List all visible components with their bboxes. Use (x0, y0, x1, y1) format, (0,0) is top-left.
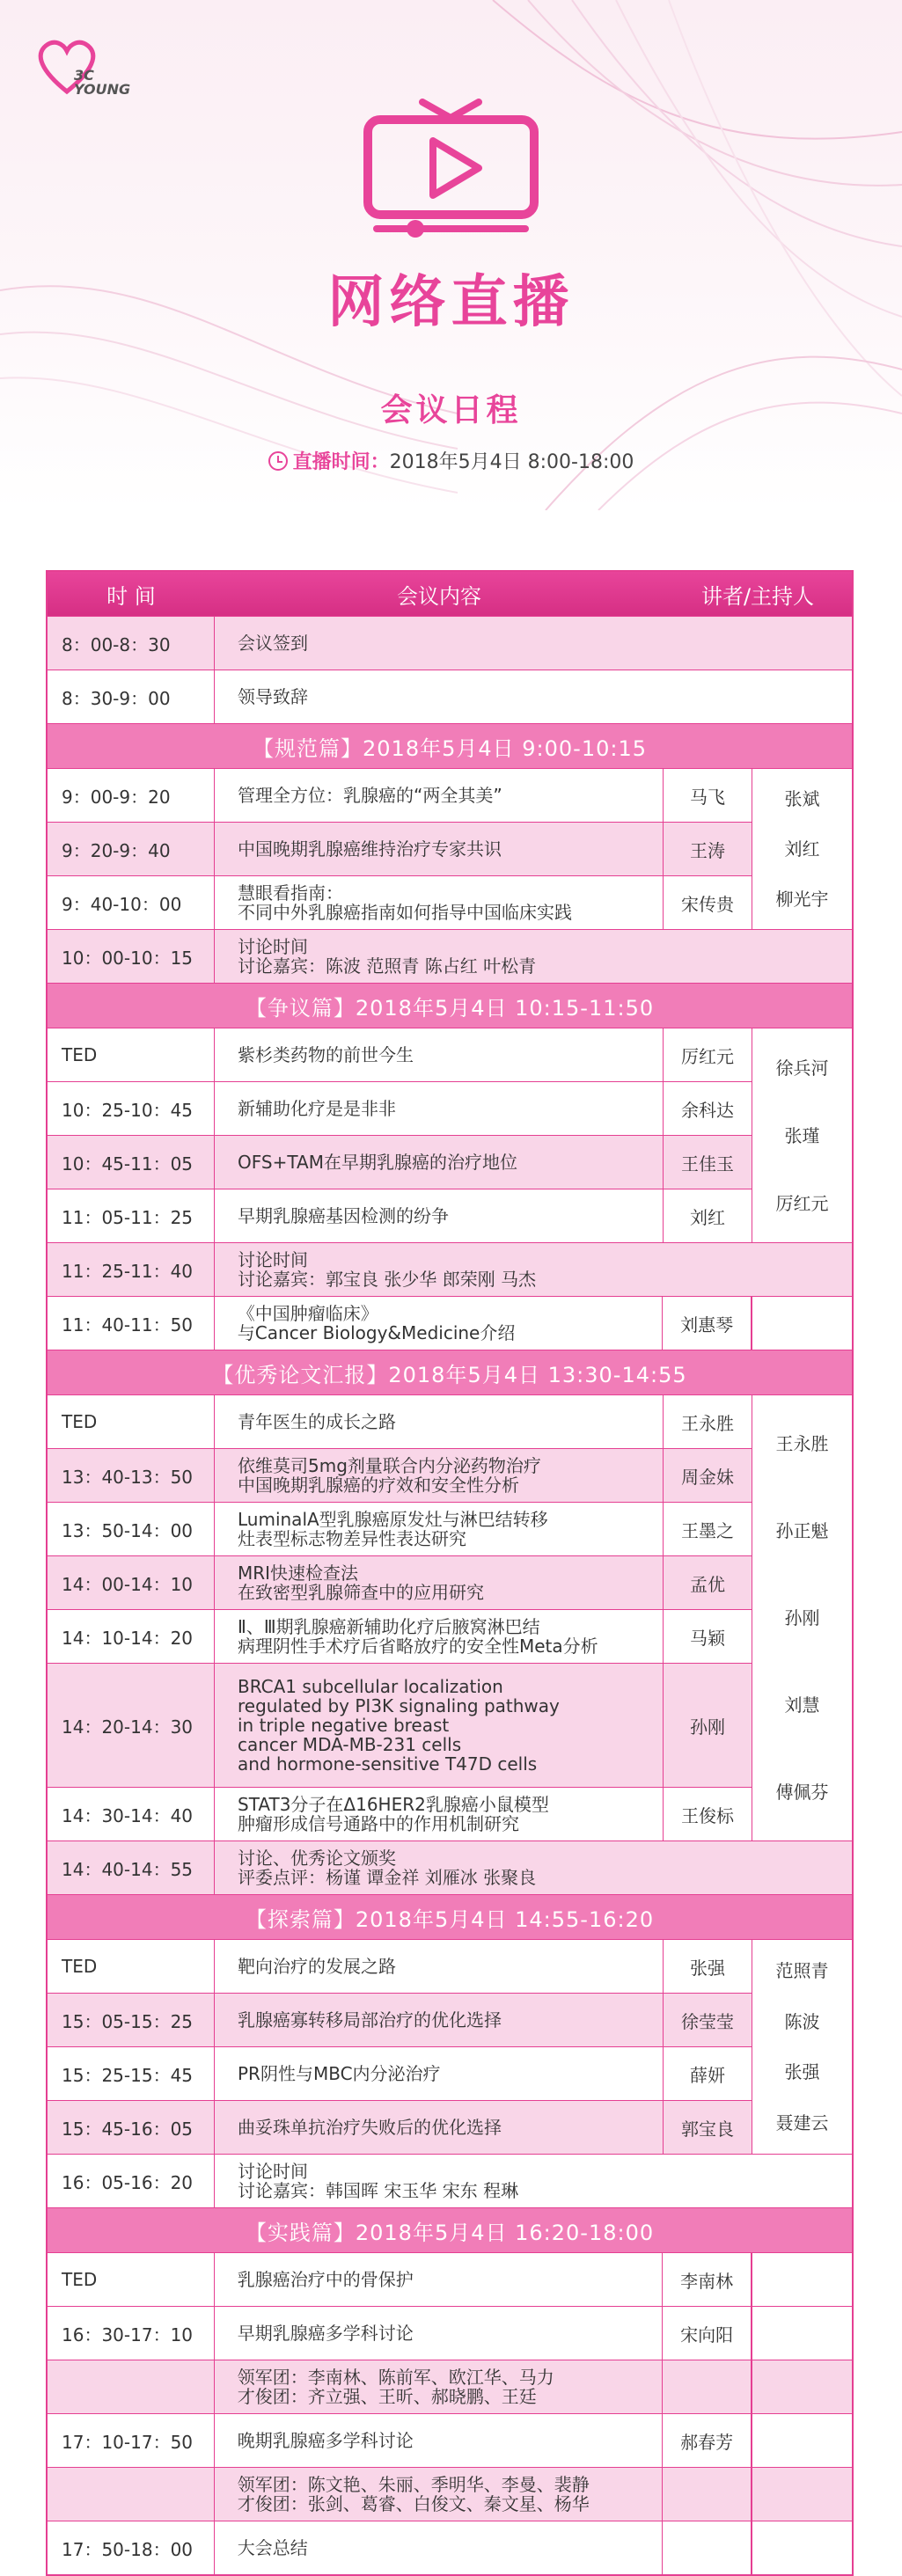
row-time: 13：40-13：50 (48, 1449, 215, 1502)
row-content (215, 2047, 664, 2100)
row-content-text: 靶向治疗的发展之路 (238, 1956, 396, 1977)
moderator-name: 徐兵河 (775, 1057, 829, 1079)
moderator-name: 张强 (784, 2061, 820, 2083)
row-speaker: 马颖 (690, 1627, 725, 1649)
section-header: 【规范篇】2018年5月4日 9:00-10:15 (48, 723, 852, 768)
table-row (48, 1787, 752, 1841)
row-content-text: 管理全方位：乳腺癌的“两全其美” (238, 785, 502, 806)
table-row (48, 616, 852, 670)
table-row (48, 1663, 752, 1787)
moderator-name: 张斌 (784, 788, 820, 810)
section-block (48, 1939, 852, 2154)
table-row (48, 875, 752, 929)
section-rows (48, 1395, 752, 1841)
row-time: 11：40-11：50 (48, 1297, 215, 1350)
row-content-text: 新辅助化疗是是非非 (238, 1098, 396, 1119)
row-content (215, 1449, 664, 1502)
table-header (48, 572, 852, 616)
live-time-label: 直播时间： (292, 451, 390, 473)
schedule-table (46, 570, 854, 2576)
row-speaker: 孟优 (690, 1573, 725, 1595)
row-content-text: 讨论、优秀论文颁奖 评委点评：杨谨 谭金祥 刘雁冰 张聚良 (238, 1848, 537, 1888)
row-content-text: PR阴性与MBC内分泌治疗 (238, 2063, 441, 2084)
row-time: 9：40-10：00 (48, 876, 215, 929)
row-speaker: 宋传贵 (681, 893, 734, 915)
row-empty-cell (752, 2307, 852, 2360)
table-row (48, 1135, 752, 1189)
row-time: TED (48, 2253, 215, 2306)
row-speaker (663, 2468, 752, 2521)
row-content-text: 乳腺癌治疗中的骨保护 (237, 2269, 414, 2290)
table-row (48, 1448, 752, 1502)
row-content (215, 1136, 664, 1189)
moderator-name: 范照青 (775, 1959, 829, 1981)
table-row (48, 1395, 752, 1448)
table-row (48, 1296, 852, 1350)
row-speaker: 厉红元 (681, 1045, 734, 1067)
table-row (48, 1609, 752, 1663)
row-content-text: Ⅱ、Ⅲ期乳腺癌新辅助化疗后腋窝淋巴结 病理阴性手术疗后省略放疗的安全性Meta分析 (238, 1616, 598, 1657)
row-content (215, 2155, 852, 2207)
row-speaker: 孙刚 (690, 1716, 725, 1738)
row-speaker: 张强 (690, 1957, 725, 1979)
row-content (215, 1556, 664, 1609)
header-speaker: 讲者/主持人 (700, 583, 815, 609)
row-time: 9：20-9：40 (48, 823, 215, 875)
moderator-name: 柳光宇 (775, 888, 829, 910)
row-content-text: BRCA1 subcellular localization regulated by PI3K signaling pathway in triple negative breast cancer MDA-MB-231 cells and hormone-sensitive T47D cells (238, 1676, 560, 1775)
row-time: TED (48, 1940, 215, 1993)
row-content-text: OFS+TAM在早期乳腺癌的治疗地位 (238, 1152, 517, 1173)
row-empty-cell (752, 2253, 852, 2306)
row-speaker: 王永胜 (681, 1412, 734, 1434)
table-row (48, 2360, 852, 2413)
page-title: 网络直播 (327, 270, 575, 335)
row-content-text: 中国晚期乳腺癌维持治疗专家共识 (238, 838, 502, 860)
row-content (215, 1189, 664, 1242)
header-time: 时 间 (106, 583, 156, 609)
row-time: 9：00-9：20 (48, 769, 215, 822)
table-row (48, 769, 752, 822)
row-content (215, 2307, 663, 2360)
row-time: 15：25-15：45 (48, 2047, 215, 2100)
row-empty-cell (752, 2468, 852, 2521)
table-row (48, 1028, 752, 1081)
row-speaker: 徐莹莹 (681, 2010, 734, 2032)
moderator-name: 王永胜 (775, 1433, 829, 1455)
row-content (215, 1610, 664, 1663)
page-subtitle: 会议日程 (380, 392, 522, 428)
row-speaker: 李南林 (663, 2253, 752, 2306)
table-row (48, 1940, 752, 1993)
row-time (48, 2468, 215, 2521)
row-content-text: MRI快速检查法 在致密型乳腺筛查中的应用研究 (238, 1562, 484, 1603)
moderator-name: 孙刚 (784, 1606, 820, 1628)
row-content (215, 1028, 664, 1081)
row-content-text: 领军团：陈文艳、朱丽、季明华、李曼、裴静 才俊团：张剑、葛睿、白俊文、秦文星、杨华 (237, 2474, 590, 2514)
row-speaker: 余科达 (681, 1099, 734, 1121)
moderator-name: 张瑾 (784, 1124, 820, 1146)
logo-text: 3C YOUNG (74, 67, 131, 98)
row-time: 14：10-14：20 (48, 1610, 215, 1663)
row-speaker: 刘惠琴 (663, 1297, 752, 1350)
row-content (215, 2253, 663, 2306)
table-row (48, 2154, 852, 2207)
row-speaker: 周金妹 (681, 1466, 734, 1488)
row-content (215, 1664, 664, 1787)
row-time: 16：30-17：10 (48, 2307, 215, 2360)
section-rows (48, 1940, 752, 2154)
moderator-name: 傅佩芬 (775, 1781, 829, 1803)
moderators (752, 1940, 852, 2154)
row-content-text: 晚期乳腺癌多学科讨论 (237, 2430, 414, 2451)
row-content (215, 1297, 663, 1350)
row-time: 8：00-8：30 (48, 617, 215, 670)
table-row (48, 1189, 752, 1242)
row-time: 11：25-11：40 (48, 1243, 215, 1296)
table-row (48, 1081, 752, 1135)
table-row (48, 2306, 852, 2360)
row-time: 17：50-18：00 (48, 2521, 215, 2574)
row-empty-cell (752, 1297, 852, 1350)
row-content-text: 《中国肿瘤临床》 与Cancer Biology&Medicine介绍 (237, 1303, 516, 1343)
row-time: 14：00-14：10 (48, 1556, 215, 1609)
header-content: 会议内容 (397, 583, 481, 609)
row-content (215, 670, 852, 723)
row-content-text: 紫杉类药物的前世今生 (238, 1044, 414, 1065)
row-empty-cell (752, 2521, 852, 2574)
live-time-value: 2018年5月4日 8:00-18:00 (389, 451, 634, 473)
row-speaker: 郭宝良 (681, 2118, 734, 2140)
row-speaker (663, 2360, 752, 2413)
row-content-text: 讨论时间 讨论嘉宾：韩国晖 宋玉华 宋东 程琳 (238, 2161, 519, 2201)
row-content (215, 1994, 664, 2046)
row-speaker: 王涛 (690, 839, 725, 861)
row-speaker: 王墨之 (681, 1519, 734, 1541)
section-header: 【探索篇】2018年5月4日 14:55-16:20 (48, 1894, 852, 1939)
section-rows (48, 1028, 752, 1242)
table-row (48, 1555, 752, 1609)
table-row (48, 1242, 852, 1296)
clock-icon (268, 451, 288, 471)
table-row (48, 670, 852, 723)
row-content-text: 慧眼看指南： 不同中外乳腺癌指南如何指导中国临床实践 (238, 882, 572, 923)
row-content-text: 依维莫司5mg剂量联合内分泌药物治疗 中国晚期乳腺癌的疗效和安全性分析 (238, 1455, 541, 1496)
row-speaker: 马飞 (690, 786, 725, 808)
section-block (48, 1028, 852, 1242)
moderators (752, 769, 852, 929)
row-speaker: 郝春芳 (663, 2414, 752, 2467)
section-block (48, 1394, 852, 1841)
moderator-name: 孙正魁 (775, 1520, 829, 1542)
row-time: TED (48, 1395, 215, 1448)
row-time: 10：00-10：15 (48, 930, 215, 983)
table-row (48, 2100, 752, 2154)
row-content (215, 2360, 663, 2413)
moderator-name: 厉红元 (775, 1192, 829, 1214)
row-content-text: 曲妥珠单抗治疗失败后的优化选择 (238, 2117, 502, 2138)
table-row (48, 2413, 852, 2467)
table-row (48, 929, 852, 983)
row-time: 8：30-9：00 (48, 670, 215, 723)
row-time (48, 2360, 215, 2413)
section-block (48, 768, 852, 929)
row-time: 10：25-10：45 (48, 1082, 215, 1135)
table-row (48, 2046, 752, 2100)
row-content (215, 769, 664, 822)
row-content (215, 2468, 663, 2521)
row-speaker: 王俊标 (681, 1804, 734, 1826)
row-content (215, 1788, 664, 1841)
row-content (215, 1243, 852, 1296)
moderator-name: 陈波 (784, 2010, 820, 2032)
row-content-text: 早期乳腺癌基因检测的纷争 (238, 1205, 449, 1226)
row-content (215, 930, 852, 983)
moderators (752, 1028, 852, 1242)
row-content-text: LuminalA型乳腺癌原发灶与淋巴结转移 灶表型标志物差异性表达研究 (238, 1509, 548, 1549)
row-speaker: 刘红 (690, 1206, 725, 1228)
table-row (48, 2252, 852, 2306)
row-time: 11：05-11：25 (48, 1189, 215, 1242)
row-content-text: 早期乳腺癌多学科讨论 (237, 2323, 414, 2344)
row-content (215, 2101, 664, 2154)
row-content (215, 617, 852, 670)
row-time: 14：30-14：40 (48, 1788, 215, 1841)
row-content (215, 1395, 664, 1448)
live-time (0, 447, 902, 474)
table-row (48, 822, 752, 875)
moderator-name: 聂建云 (775, 2112, 829, 2134)
row-content-text: 会议签到 (238, 633, 308, 654)
row-content (215, 1082, 664, 1135)
row-empty-cell (752, 2360, 852, 2413)
table-row (48, 1502, 752, 1555)
row-content-text: 讨论时间 讨论嘉宾：郭宝良 张少华 郎荣刚 马杰 (238, 1249, 537, 1290)
row-content (215, 823, 664, 875)
row-content (215, 2521, 663, 2574)
row-time: 17：10-17：50 (48, 2414, 215, 2467)
row-content-text: 领导致辞 (238, 686, 308, 707)
row-speaker: 王佳玉 (681, 1153, 734, 1175)
row-content (215, 1940, 664, 1993)
row-speaker: 薛妍 (690, 2064, 725, 2086)
video-play-icon (361, 99, 541, 239)
moderator-name: 刘慧 (784, 1694, 820, 1716)
row-time: 14：40-14：55 (48, 1841, 215, 1894)
row-time: 16：05-16：20 (48, 2155, 215, 2207)
row-content-text: 乳腺癌寡转移局部治疗的优化选择 (238, 2009, 502, 2031)
section-header: 【争议篇】2018年5月4日 10:15-11:50 (48, 983, 852, 1028)
row-content-text: 讨论时间 讨论嘉宾：陈波 范照青 陈占红 叶松青 (238, 936, 537, 977)
moderator-name: 刘红 (784, 838, 820, 860)
row-time: 15：45-16：05 (48, 2101, 215, 2154)
hero-banner (0, 0, 902, 510)
row-speaker (663, 2521, 752, 2574)
row-content-text: 青年医生的成长之路 (238, 1411, 396, 1432)
row-time: 15：05-15：25 (48, 1994, 215, 2046)
section-rows (48, 769, 752, 929)
row-time: 13：50-14：00 (48, 1503, 215, 1555)
row-time: 14：20-14：30 (48, 1664, 215, 1787)
row-content (215, 1503, 664, 1555)
table-row (48, 2521, 852, 2574)
table-row (48, 1993, 752, 2046)
section-header: 【优秀论文汇报】2018年5月4日 13:30-14:55 (48, 1350, 852, 1394)
row-empty-cell (752, 2414, 852, 2467)
row-content-text: STAT3分子在Δ16HER2乳腺癌小鼠模型 肿瘤形成信号通路中的作用机制研究 (238, 1794, 549, 1834)
table-row (48, 2467, 852, 2521)
row-content (215, 876, 664, 929)
row-content-text: 领军团：李南林、陈前军、欧江华、马力 才俊团：齐立强、王昕、郝晓鹏、王廷 (237, 2367, 554, 2407)
row-content-text: 大会总结 (237, 2537, 308, 2558)
table-row (48, 1841, 852, 1894)
row-content (215, 1841, 852, 1894)
row-time: TED (48, 1028, 215, 1081)
row-speaker: 宋向阳 (663, 2307, 752, 2360)
section-header: 【实践篇】2018年5月4日 16:20-18:00 (48, 2207, 852, 2252)
row-time: 10：45-11：05 (48, 1136, 215, 1189)
row-content (215, 2414, 663, 2467)
moderators (752, 1395, 852, 1841)
